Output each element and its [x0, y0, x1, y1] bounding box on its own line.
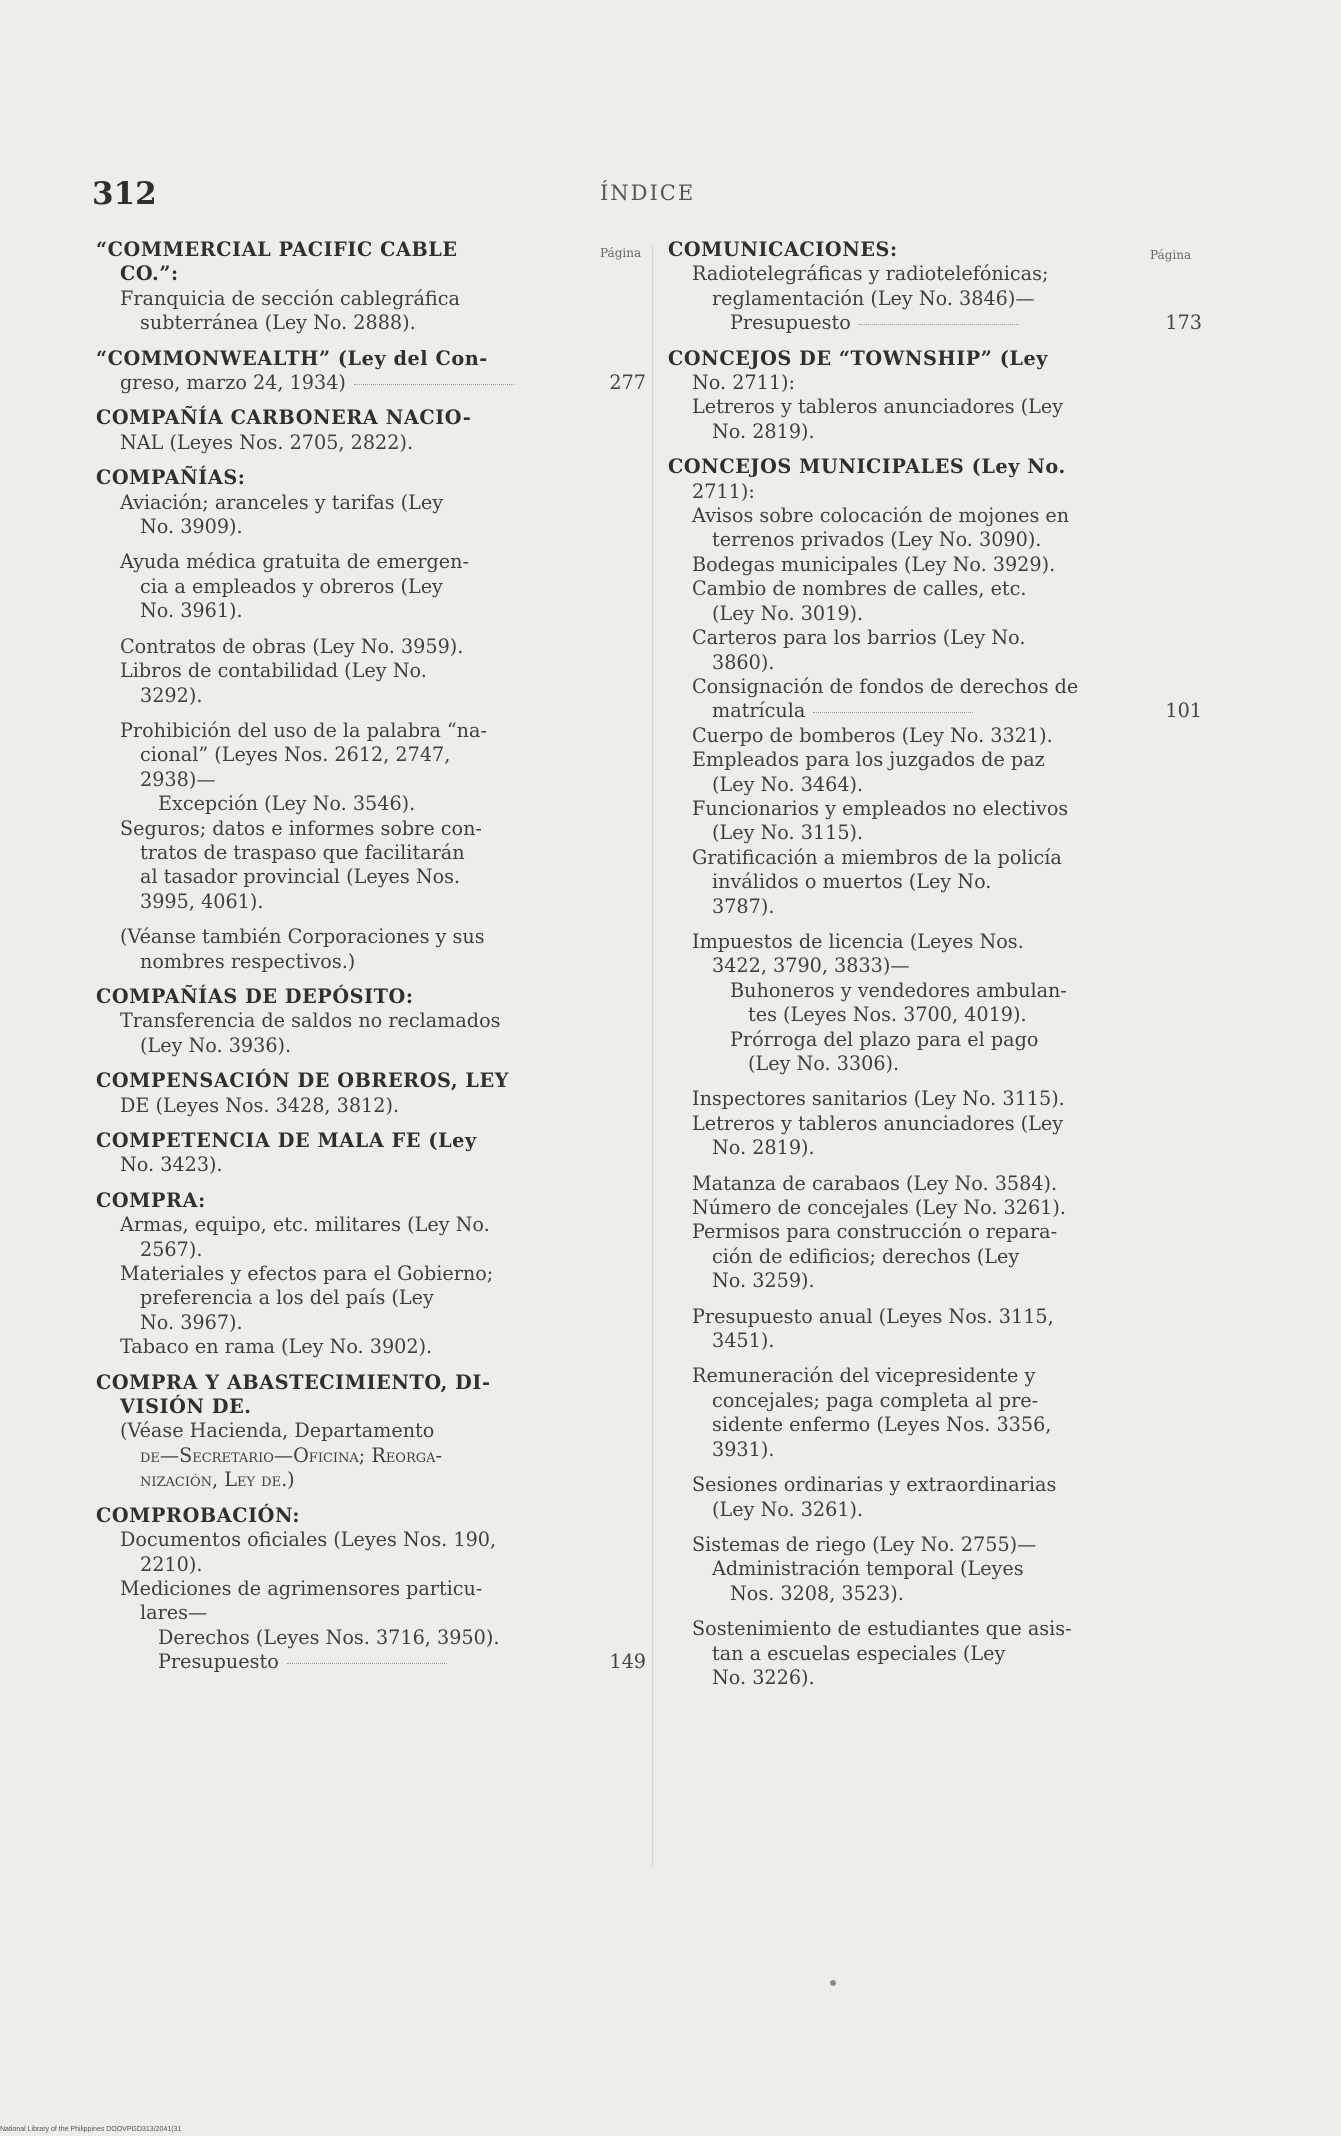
entry-text: subterránea (Ley No. 2888). [140, 311, 416, 335]
entry-line [96, 1528, 646, 1552]
entry-line [96, 1262, 646, 1286]
entry-text: 2567). [140, 1237, 203, 1261]
index-entry [668, 1305, 1202, 1354]
entry-text: COMPRA Y ABASTECIMIENTO, DI- [96, 1370, 491, 1394]
entry-text: “COMMERCIAL PACIFIC CABLE [96, 238, 458, 261]
page-number: 312 [92, 176, 157, 212]
entry-line [668, 1028, 1202, 1052]
entry-line [668, 1557, 1202, 1581]
entry-heading [96, 1069, 646, 1093]
index-entry [96, 1371, 646, 1493]
entry-text: (Véanse también Corporaciones y sus [120, 925, 485, 949]
entry-heading [96, 406, 646, 430]
entry-text: 2711): [692, 479, 755, 503]
entry-line [668, 699, 1202, 723]
entry-line [96, 950, 646, 974]
entry-line [96, 1238, 646, 1262]
entry-line [96, 792, 646, 816]
entry-text: nización, Ley de.) [140, 1468, 295, 1492]
entry-text: Permisos para construcción o repara- [692, 1220, 1058, 1244]
left-index-column [96, 238, 646, 1686]
entry-text: Presupuesto [730, 311, 851, 335]
entry-text: Letreros y tableros anunciadores (Ley [692, 1111, 1064, 1135]
entry-text: No. 3909). [140, 515, 243, 539]
entry-text: No. 3259). [712, 1269, 815, 1293]
column-divider [652, 246, 653, 1866]
entry-line [96, 491, 646, 515]
entry-text: (Ley No. 3464). [712, 772, 864, 796]
entry-text: (Véase Hacienda, Departamento [120, 1419, 435, 1443]
entry-text: 3995, 4061). [140, 889, 264, 913]
index-entry [668, 1473, 1202, 1522]
entry-text: Transferencia de saldos no reclamados [120, 1009, 501, 1033]
entry-text: Letreros y tableros anunciadores (Ley [692, 395, 1064, 419]
entry-text: Consignación de fondos de derechos de [692, 674, 1079, 698]
index-entry [96, 635, 646, 708]
entry-line [668, 1498, 1202, 1522]
entry-line [96, 1311, 646, 1335]
entry-text: Mediciones de agrimensores particu- [120, 1576, 483, 1600]
entry-text: de—Secretario—Oficina; Reorga- [140, 1443, 443, 1467]
entry-text: No. 3967). [140, 1310, 243, 1334]
entry-text: al tasador provincial (Leyes Nos. [140, 865, 461, 889]
entry-line [668, 675, 1202, 699]
entry-text: preferencia a los del país (Ley [140, 1286, 434, 1310]
entry-text: COMPAÑÍA CARBONERA NACIO- [96, 406, 472, 430]
entry-text: Presupuesto [158, 1650, 279, 1674]
entry-line [668, 1196, 1202, 1220]
entry-line [668, 371, 1202, 395]
entry-text: DE (Leyes Nos. 3428, 3812). [120, 1093, 400, 1117]
entry-line [96, 1153, 646, 1177]
index-entry [96, 925, 646, 974]
entry-text: COMPROBACIÓN: [96, 1503, 301, 1527]
entry-text: Administración temporal (Leyes [712, 1557, 1024, 1581]
entry-text: Cuerpo de bomberos (Ley No. 3321). [692, 723, 1053, 747]
entry-text: Armas, equipo, etc. militares (Ley No. [120, 1213, 490, 1237]
entry-line [96, 1650, 646, 1674]
entry-text: Ayuda médica gratuita de emergen- [120, 550, 469, 574]
entry-text: COMPAÑÍAS DE DEPÓSITO: [96, 984, 414, 1008]
entry-heading [668, 238, 1202, 262]
entry-line [668, 1582, 1202, 1606]
index-entry [668, 1087, 1202, 1160]
entry-text: Avisos sobre colocación de mojones en [692, 504, 1070, 528]
entry-line [668, 1136, 1202, 1160]
entry-text: greso, marzo 24, 1934) [120, 371, 346, 395]
entry-text: No. 2819). [712, 419, 815, 443]
entry-line [668, 1413, 1202, 1437]
entry-text: matrícula [712, 699, 806, 723]
page-reference: 173 [1165, 311, 1202, 335]
page-reference: 277 [609, 371, 646, 395]
entry-line [96, 515, 646, 539]
entry-text: tan a escuelas especiales (Ley [712, 1641, 1006, 1665]
entry-line [96, 599, 646, 623]
entry-text: Sistemas de riego (Ley No. 2755)— [692, 1532, 1037, 1556]
entry-line [668, 1052, 1202, 1076]
entry-line [96, 311, 646, 335]
entry-text: Cambio de nombres de calles, etc. [692, 577, 1027, 601]
page-column-label-right: Página [1150, 248, 1192, 262]
index-entry [668, 238, 1202, 336]
entry-text: lares— [140, 1601, 208, 1625]
index-entry [96, 1504, 646, 1675]
entry-line [96, 743, 646, 767]
entry-text: (Ley No. 3019). [712, 601, 864, 625]
index-entry [96, 1069, 646, 1118]
entry-line [96, 1009, 646, 1033]
entry-line [668, 1087, 1202, 1111]
entry-text: COMPRA: [96, 1188, 206, 1212]
entry-text: No. 3423). [120, 1153, 223, 1177]
entry-text: Gratificación a miembros de la policía [692, 845, 1062, 869]
index-entry [668, 1172, 1202, 1294]
entry-line [668, 553, 1202, 577]
entry-text: Documentos oficiales (Leyes Nos. 190, [120, 1528, 497, 1552]
page-reference: 149 [609, 1650, 646, 1674]
leader-dots [287, 1662, 447, 1664]
entry-line [96, 1626, 646, 1650]
entry-line [96, 1034, 646, 1058]
entry-line [96, 1577, 646, 1601]
entry-line [96, 1094, 646, 1118]
entry-text: 2938)— [140, 767, 216, 791]
scan-footer: National Library of the Philippines DOOVPGD313/2041(31 [0, 2126, 182, 2133]
entry-text: 3451). [712, 1329, 775, 1353]
entry-line [668, 773, 1202, 797]
entry-line [668, 895, 1202, 919]
entry-text: Prohibición del uso de la palabra “na- [120, 718, 487, 742]
entry-line [96, 841, 646, 865]
page-reference: 101 [1165, 699, 1202, 723]
entry-text: sidente enfermo (Leyes Nos. 3356, [712, 1413, 1052, 1437]
entry-line [96, 768, 646, 792]
entry-text: Bodegas municipales (Ley No. 3929). [692, 552, 1056, 576]
entry-line [668, 1112, 1202, 1136]
entry-line [668, 954, 1202, 978]
ornament-dot [830, 1980, 836, 1986]
index-entry [668, 1617, 1202, 1690]
entry-line [668, 577, 1202, 601]
entry-text: NAL (Leyes Nos. 2705, 2822). [120, 430, 414, 454]
entry-line [96, 925, 646, 949]
entry-text: CONCEJOS DE “TOWNSHIP” (Ley [668, 346, 1049, 370]
entry-line [668, 528, 1202, 552]
entry-text: “COMMONWEALTH” (Ley del Con- [96, 346, 488, 370]
entry-text: COMPAÑÍAS: [96, 466, 246, 490]
entry-text: inválidos o muertos (Ley No. [712, 870, 992, 894]
entry-text: No. 2711): [692, 371, 795, 395]
entry-line [668, 1329, 1202, 1353]
entry-heading [96, 985, 646, 1009]
entry-line [668, 1172, 1202, 1196]
entry-text: tes (Leyes Nos. 3700, 4019). [748, 1003, 1027, 1027]
entry-line [668, 1666, 1202, 1690]
entry-line [668, 1389, 1202, 1413]
entry-line [96, 719, 646, 743]
entry-line [96, 575, 646, 599]
leader-dots [813, 711, 973, 713]
entry-line [96, 1213, 646, 1237]
entry-heading [96, 262, 646, 286]
entry-line [668, 1220, 1202, 1244]
entry-text: concejales; paga completa al pre- [712, 1388, 1039, 1412]
index-entry [96, 550, 646, 623]
entry-text: Franquicia de sección cablegráfica [120, 286, 460, 310]
entry-text: Número de concejales (Ley No. 3261). [692, 1196, 1066, 1220]
entry-heading [96, 466, 646, 490]
entry-line [668, 1003, 1202, 1027]
entry-text: VISIÓN DE. [120, 1395, 252, 1419]
entry-line [668, 979, 1202, 1003]
entry-text: Materiales y efectos para el Gobierno; [120, 1262, 494, 1286]
entry-text: Inspectores sanitarios (Ley No. 3115). [692, 1087, 1065, 1111]
entry-line [96, 1468, 646, 1492]
entry-line [96, 1601, 646, 1625]
entry-line [96, 890, 646, 914]
entry-line [668, 930, 1202, 954]
index-entry [668, 930, 1202, 1076]
entry-heading [96, 1129, 646, 1153]
entry-line [668, 797, 1202, 821]
entry-line [668, 1269, 1202, 1293]
entry-line [668, 504, 1202, 528]
entry-line [96, 659, 646, 683]
entry-line [668, 748, 1202, 772]
entry-text: Carteros para los barrios (Ley No. [692, 626, 1026, 650]
entry-text: COMUNICACIONES: [668, 238, 898, 261]
index-entry [96, 1189, 646, 1360]
index-entry [96, 466, 646, 539]
entry-line [668, 311, 1202, 335]
entry-text: Sostenimiento de estudiantes que asis- [692, 1617, 1072, 1641]
entry-line [668, 1438, 1202, 1462]
entry-text: (Ley No. 3261). [712, 1497, 864, 1521]
entry-text: No. 2819). [712, 1136, 815, 1160]
entry-text: Sesiones ordinarias y extraordinarias [692, 1473, 1057, 1497]
entry-text: Libros de contabilidad (Ley No. [120, 659, 427, 683]
entry-line [96, 1444, 646, 1468]
entry-text: No. 3961). [140, 599, 243, 623]
index-entry [668, 1364, 1202, 1462]
entry-text: Prórroga del plazo para el pago [730, 1027, 1039, 1051]
running-head: ÍNDICE [600, 181, 696, 205]
entry-text: 3931). [712, 1437, 775, 1461]
entry-text: COMPENSACIÓN DE OBREROS, LEY [96, 1069, 509, 1093]
entry-text: (Ley No. 3936). [140, 1033, 292, 1057]
entry-line [668, 821, 1202, 845]
entry-line [668, 287, 1202, 311]
entry-heading [96, 1371, 646, 1395]
entry-text: nombres respectivos.) [140, 949, 356, 973]
entry-text: Buhoneros y vendedores ambulan- [730, 978, 1067, 1002]
index-entry [96, 719, 646, 914]
entry-heading [96, 1395, 646, 1419]
entry-text: Remuneración del vicepresidente y [692, 1364, 1036, 1388]
entry-text: CO.”: [120, 262, 179, 286]
index-entry [96, 347, 646, 396]
entry-heading [96, 1189, 646, 1213]
entry-text: Derechos (Leyes Nos. 3716, 3950). [158, 1625, 500, 1649]
entry-text: 3422, 3790, 3833)— [712, 954, 910, 978]
entry-text: 2210). [140, 1552, 203, 1576]
index-entry [96, 238, 646, 336]
entry-line [668, 1364, 1202, 1388]
index-entry [96, 406, 646, 455]
entry-text: Nos. 3208, 3523). [730, 1581, 904, 1605]
entry-line [668, 846, 1202, 870]
entry-line [668, 1305, 1202, 1329]
entry-text: (Ley No. 3306). [748, 1052, 900, 1075]
entry-line [668, 395, 1202, 419]
entry-text: Aviación; aranceles y tarifas (Ley [120, 490, 444, 514]
entry-line [96, 1419, 646, 1443]
entry-line [96, 371, 646, 395]
entry-line [668, 1533, 1202, 1557]
entry-line [668, 1245, 1202, 1269]
leader-dots [859, 323, 1019, 325]
entry-text: Excepción (Ley No. 3546). [158, 792, 416, 816]
entry-text: Presupuesto anual (Leyes Nos. 3115, [692, 1304, 1054, 1328]
entry-heading [668, 347, 1202, 371]
entry-text: Impuestos de licencia (Leyes Nos. [692, 929, 1024, 953]
entry-heading [96, 347, 646, 371]
index-entry [668, 1533, 1202, 1606]
entry-text: reglamentación (Ley No. 3846)— [712, 286, 1035, 310]
entry-text: 3787). [712, 894, 775, 918]
entry-text: Empleados para los juzgados de paz [692, 748, 1045, 772]
entry-text: 3292). [140, 683, 203, 707]
index-entry [668, 347, 1202, 445]
entry-text: cional” (Leyes Nos. 2612, 2747, [140, 743, 451, 767]
entry-text: Matanza de carabaos (Ley No. 3584). [692, 1171, 1058, 1195]
entry-line [96, 865, 646, 889]
entry-text: Radiotelegráficas y radiotelefónicas; [692, 262, 1049, 286]
index-entry [668, 455, 1202, 919]
entry-line [668, 420, 1202, 444]
entry-line [96, 287, 646, 311]
entry-text: terrenos privados (Ley No. 3090). [712, 528, 1042, 552]
entry-line [668, 602, 1202, 626]
entry-text: 3860). [712, 650, 775, 674]
entry-text: tratos de traspaso que facilitarán [140, 840, 465, 864]
entry-line [668, 1617, 1202, 1641]
entry-text: (Ley No. 3115). [712, 821, 864, 845]
entry-line [668, 724, 1202, 748]
entry-heading [96, 1504, 646, 1528]
entry-line [668, 870, 1202, 894]
entry-line [96, 635, 646, 659]
entry-text: cia a empleados y obreros (Ley [140, 574, 443, 598]
entry-line [96, 684, 646, 708]
entry-text: COMPETENCIA DE MALA FE (Ley [96, 1129, 477, 1152]
entry-text: Seguros; datos e informes sobre con- [120, 816, 482, 840]
entry-line [96, 1335, 646, 1359]
entry-text: No. 3226). [712, 1665, 815, 1689]
leader-dots [354, 383, 514, 385]
entry-text: ción de edificios; derechos (Ley [712, 1244, 1020, 1268]
entry-heading [96, 238, 646, 262]
entry-line [668, 480, 1202, 504]
entry-text: Tabaco en rama (Ley No. 3902). [120, 1335, 433, 1359]
entry-line [96, 1553, 646, 1577]
page-column-label-left: Página [600, 246, 642, 260]
right-index-column [668, 238, 1202, 1701]
index-entry [96, 1129, 646, 1178]
entry-line [96, 1286, 646, 1310]
entry-text: CONCEJOS MUNICIPALES (Ley No. [668, 455, 1066, 479]
index-entry [96, 985, 646, 1058]
entry-line [96, 550, 646, 574]
entry-line [668, 626, 1202, 650]
entry-line [668, 1473, 1202, 1497]
entry-line [668, 651, 1202, 675]
entry-text: Funcionarios y empleados no electivos [692, 796, 1069, 820]
entry-line [96, 817, 646, 841]
entry-line [96, 431, 646, 455]
entry-text: Contratos de obras (Ley No. 3959). [120, 634, 464, 658]
entry-line [668, 1642, 1202, 1666]
entry-heading [668, 455, 1202, 479]
entry-line [668, 262, 1202, 286]
